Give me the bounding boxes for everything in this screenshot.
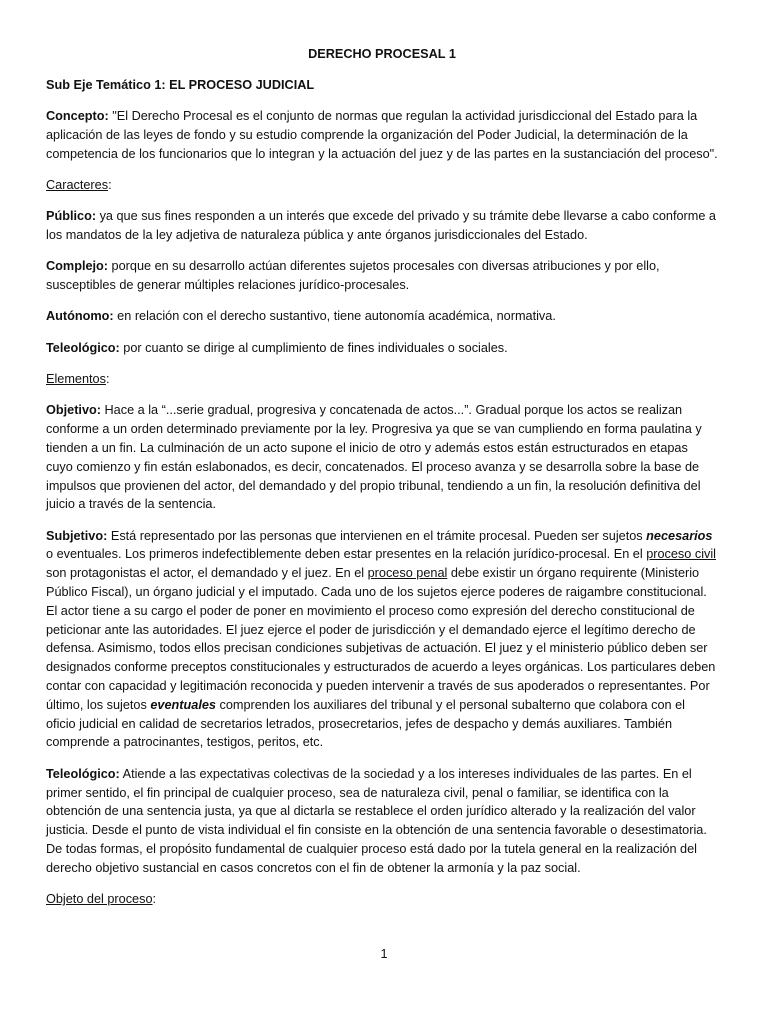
- teleologico-caracter-paragraph: [46, 339, 718, 358]
- subjetivo-paragraph: [46, 527, 718, 753]
- subjetivo-text-2: o eventuales. Los primeros indefectiblemente deben estar presentes en la relación jurídico-procesal. En el: [46, 547, 647, 562]
- elementos-heading: [46, 370, 718, 389]
- proceso-civil-term: proceso civil: [646, 547, 716, 562]
- objeto-heading: [46, 890, 718, 909]
- elementos-heading-colon: :: [105, 372, 110, 387]
- eventuales-emphasis: eventuales: [150, 697, 216, 712]
- subjetivo-text-1: Está representado por las personas que intervienen en el trámite procesal. Pueden ser sujetos: [107, 528, 647, 543]
- objeto-heading-text: Objeto del proceso: [46, 891, 153, 906]
- necesarios-emphasis: necesarios: [646, 528, 713, 543]
- caracteres-heading: [46, 176, 718, 195]
- teleologico-elemento-label: Teleológico:: [46, 766, 120, 781]
- concepto-paragraph: [46, 107, 718, 163]
- objeto-heading-colon: :: [152, 891, 157, 906]
- caracteres-heading-colon: :: [108, 177, 112, 192]
- elementos-heading-text: Elementos: [46, 372, 106, 387]
- complejo-label: Complejo:: [46, 259, 109, 274]
- subjetivo-text-3: son protagonistas el actor, el demandado y el juez. En el: [46, 566, 368, 581]
- subtitle: [46, 76, 718, 95]
- concepto-label: Concepto:: [46, 109, 109, 124]
- document-body: [46, 45, 718, 921]
- objetivo-label: Objetivo:: [46, 403, 101, 418]
- publico-text: ya que sus fines responden a un interés que excede del privado y su trámite debe llevarse a cabo conforme a los mandatos de la ley adjetiva de naturaleza pública y ante órganos jurisdiccionales del Estado.: [46, 209, 716, 243]
- subjetivo-text-4: debe existir un órgano requirente (Ministerio Público Fiscal), un órgano judicial y el imputado. Cada uno de los sujetos ejerce poderes de raigambre constitucional. El actor tiene a su cargo el poder de poner en movimiento el proceso como expresión del derecho constitucional de peticionar ante las autoridades. El juez ejerce el poder de jurisdicción y el demandado ejerce el legítimo derecho de defensa. Asimismo, todos ellos precisan condiciones subjetivas de actuación. El juez y el ministerio público deben ser designados conforme preceptos constitucionales y estructurados de acuerdo a leyes orgánicas. Los particulares deben contar con capacidad y legitimación reconocida y pueden intervenir a través de sus apoderados o representantes. Por último, los sujetos: [46, 566, 716, 712]
- complejo-text: porque en su desarrollo actúan diferentes sujetos procesales con diversas atribuciones y por ello, susceptibles de generar múltiples relaciones jurídico-procesales.: [46, 259, 660, 293]
- subjetivo-label: Subjetivo:: [46, 528, 108, 543]
- caracteres-heading-text: Caracteres: [46, 177, 109, 192]
- objetivo-text: Hace a la “...serie gradual, progresiva y concatenada de actos...”. Gradual porque los actos se realizan conforme a un orden determinado previamente por la ley. Progresiva ya que se van cumpliendo en forma paulatina y tienden a un fin. La culminación de un acto supone el inicio de otro y además estos están estructurados en etapas cuyo comienzo y fin están eslabonados, es decir, concatenados. El proceso avanza y se desarrolla sobre la base de impulsos que provienen del actor, del demandado y del propio tribunal, tendiendo a un fin, la resolución definitiva del juicio a través de la sentencia.: [46, 403, 702, 512]
- subtitle-text: Sub Eje Temático 1: EL PROCESO JUDICIAL: [46, 77, 315, 92]
- autonomo-label: Autónomo:: [46, 309, 114, 324]
- teleologico-caracter-label: Teleológico:: [46, 340, 120, 355]
- document-title: DERECHO PROCESAL 1: [308, 47, 456, 61]
- teleologico-elemento-text: Atiende a las expectativas colectivas de la sociedad y a los intereses individuales de las partes. En el primer sentido, el fin principal de cualquier proceso, sea de naturaleza civil, penal o familiar, se identifica con la obtención de una sentencia justa, ya que al dictarla se restablece el orden jurídico alterado y la realización del valor justicia. Desde el punto de vista individual el fin consiste en la obtención de una sentencia favorable o desestimatoria. De todas formas, el propósito fundamental de cualquier proceso está dado por la tutela general en la realización del derecho objetivo sustancial en casos concretos con el fin de obtener la armonía y la paz social.: [46, 766, 707, 875]
- publico-label: Público:: [46, 209, 97, 224]
- objetivo-paragraph: [46, 401, 718, 514]
- autonomo-text: en relación con el derecho sustantivo, tiene autonomía académica, normativa.: [113, 309, 556, 324]
- proceso-penal-term: proceso penal: [367, 566, 448, 581]
- teleologico-elemento-paragraph: [46, 765, 718, 878]
- concepto-text: "El Derecho Procesal es el conjunto de normas que regulan la actividad jurisdiccional del Estado para la aplicación de las leyes de fondo y su estudio comprende la organización del Poder Judicial, la determinación de la competencia de los funcionarios que lo integran y la actuación del juez y de las partes en la sustanciación del proceso".: [46, 109, 718, 161]
- subjetivo-text-5: comprenden los auxiliares del tribunal y el personal subalterno que colabora con el oficio judicial en calidad de secretarios letrados, prosecretarios, jefes de despacho y demás auxiliares. También comprende a patrocinantes, testigos, peritos, etc.: [46, 697, 685, 750]
- complejo-paragraph: [46, 257, 718, 295]
- publico-paragraph: [46, 207, 718, 245]
- autonomo-paragraph: [46, 307, 718, 326]
- page-number: 1: [380, 947, 388, 961]
- teleologico-caracter-text: por cuanto se dirige al cumplimiento de fines individuales o sociales.: [119, 340, 508, 355]
